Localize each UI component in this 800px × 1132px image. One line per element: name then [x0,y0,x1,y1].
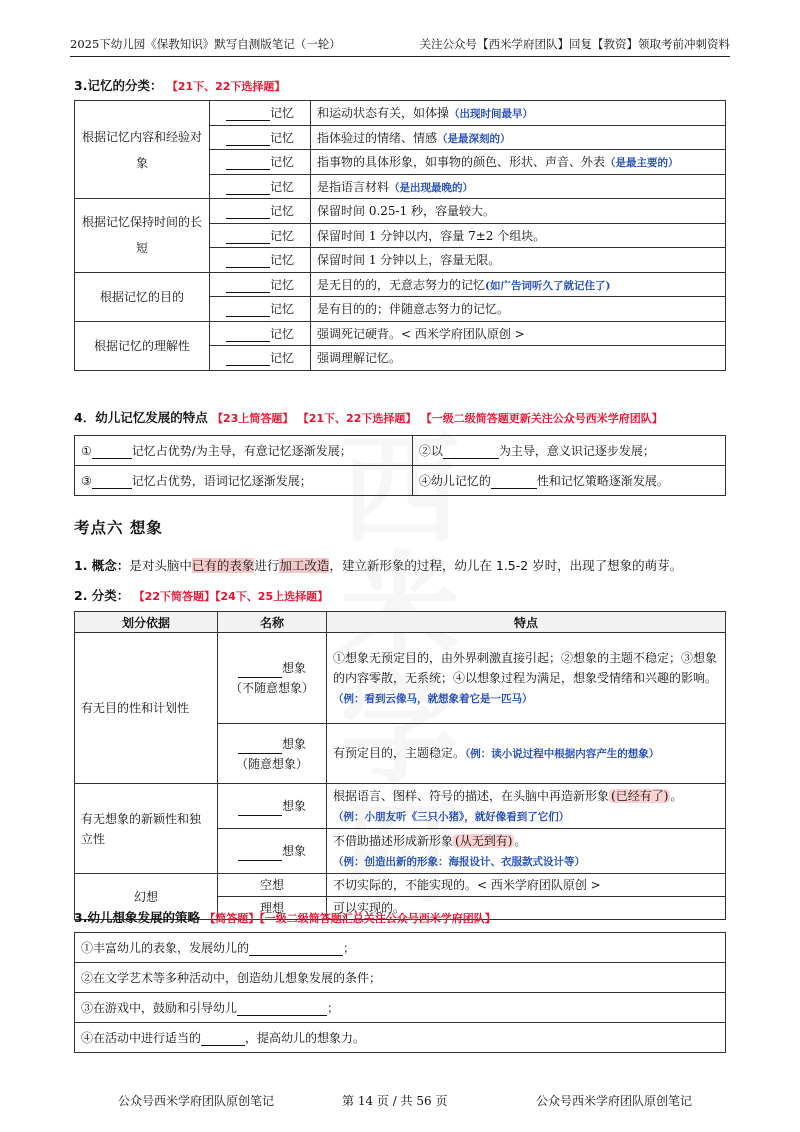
description-cell: 是指语言材料（是出现最晚的） [311,174,726,199]
example-note: （例：看到云像马，就想象着它是一匹马） [333,692,533,705]
fill-blank [226,169,270,170]
imagination-classification-table [74,611,726,920]
feature-cell: 不切实际的，不能实现的。< 西米学府团队原创 > [327,874,726,897]
feature-cell: 可以实现的。 [327,897,726,920]
col-header-features: 特点 [327,612,726,633]
memory-type-cell: 记忆 [210,321,311,346]
feature-cell: 根据语言、图样、符号的描述，在头脑中再造新形象 (已经有了) 。 （例：小朋友听《三只小猪》，就好像看到了它们） [327,784,726,829]
fill-blank [226,341,270,342]
feature-cell-2: ②以 为主导，意义识记逐步发展； [412,436,725,466]
fill-blank [226,120,270,121]
memory-row [75,272,726,297]
description-cell: 指体验过的情绪、情感（是最深刻的） [311,125,726,150]
fill-blank [226,365,270,366]
name-cell: 空想 [218,874,327,897]
exam-tag: 【简答题】 [204,912,260,925]
name-cell: 想象 [218,784,327,829]
description-cell: 指事物的具体形象，如事物的颜色、形状、声音、外表（是最主要的） [311,150,726,175]
fill-blank [226,292,270,293]
memory-type-cell: 记忆 [210,174,311,199]
section-title-text: 2. 分类： [74,588,130,603]
example-note: （例：小朋友听《三只小猪》，就好像看到了它们） [333,810,570,823]
imagination-concept: 1. 概念：是对头脑中已有的表象进行加工改造，建立新形象的过程，幼儿在 1.5-2 岁时，出现了想象的萌芽。 [74,558,683,573]
memory-row [75,321,726,346]
promo-tag: 【一级二级简答题更新关注公众号西米学府团队】 [420,412,663,425]
memory-type-cell: 记忆 [210,297,311,322]
category-cell: 幻想 [75,874,218,920]
description-cell: 保留时间 1 分钟以上，容量无限。 [311,248,726,273]
memory-type-cell: 记忆 [210,223,311,248]
memory-features-table [74,435,726,496]
description-cell: 保留时间 0.25-1 秒，容量较大。 [311,199,726,224]
imagination-strategy-table [74,932,726,1053]
footer-right: 公众号西米学府团队原创笔记 [536,1094,693,1108]
feature-cell-4: ④幼儿记忆的 性和记忆策略逐渐发展。 [412,466,725,496]
concept-label: 1. 概念： [74,558,130,573]
header-right: 关注公众号【西米学府团队】回复【教资】领取考前冲刺资料 [419,37,730,51]
example-note: （例：创造出新的形象：海报设计、衣服款式设计等） [333,855,585,868]
memory-type-cell: 记忆 [210,199,311,224]
exam-tag: 【21下、22下选择题】 [166,80,286,93]
memory-type-cell: 记忆 [210,272,311,297]
fill-blank [226,218,270,219]
category-cell: 根据记忆的目的 [75,272,210,321]
exam-tag: 【22下简答题】 [133,590,215,603]
memory-row [75,101,726,126]
example-note: （例：读小说过程中根据内容产生的想象） [465,748,660,761]
category-cell: 根据记忆保持时间的长短 [75,199,210,273]
section-imagination-strategy-title [74,908,496,926]
note: (如广告词听久了就记住了) [485,279,611,292]
section-title-text: 3.记忆的分类： [74,78,163,93]
name-cell: 想象 （不随意想象） [218,633,327,724]
memory-row [75,199,726,224]
category-cell: 根据记忆内容和经验对象 [75,101,210,199]
highlight-already-exists: (已经有了) [611,788,669,803]
category-cell: 有无想象的新颖性和独立性 [75,784,218,874]
memory-type-cell: 记忆 [210,101,311,126]
name-cell: 理想 [218,897,327,920]
note: （是最主要的） [605,157,679,170]
exam-tag: 【23上简答题】 [212,412,294,425]
note: （是最深刻的） [437,132,511,145]
feature-cell-1: ① 记忆占优势/为主导，有意记忆逐渐发展； [75,436,413,466]
col-header-basis: 划分依据 [75,612,218,633]
strategy-row-4: ④在活动中进行适当的 ，提高幼儿的想象力。 [75,1023,726,1053]
header-left: 2025下幼儿园《保教知识》默写自测版笔记（一轮） [70,37,341,51]
name-cell: 想象 [218,829,327,874]
section-title-text: 4．幼儿记忆发展的特点 [74,410,208,425]
fill-blank [226,243,270,244]
memory-type-cell: 记忆 [210,346,311,371]
name-cell: 想象 （随意想象） [218,724,327,784]
page-header [70,34,730,57]
section-memory-classification-title [74,76,285,94]
strategy-row-1: ①丰富幼儿的表象，发展幼儿的 ； [75,933,726,963]
note: （是出现最晚的） [389,181,474,194]
description-cell: 强调死记硬背。< 西米学府团队原创 > [311,321,726,346]
fill-blank [226,194,270,195]
fill-blank [226,316,270,317]
memory-type-cell: 记忆 [210,248,311,273]
highlight-existing-representation: 已有的表象 [191,558,255,573]
feature-cell: 不借助描述形成新形象 (从无到有) 。 （例：创造出新的形象：海报设计、衣服款式设计等） [327,829,726,874]
description-cell: 是无目的的，无意志努力的记忆(如广告词听久了就记住了) [311,272,726,297]
page-number: 第 14 页 / 共 56 页 [342,1094,448,1108]
category-cell: 根据记忆的理解性 [75,321,210,370]
section-memory-features-title [74,408,663,426]
footer-left: 公众号西米学府团队原创笔记 [118,1094,275,1108]
fill-blank [226,145,270,146]
exam-tag: 【21下、22下选择题】 [297,412,417,425]
memory-type-cell: 记忆 [210,125,311,150]
description-cell: 保留时间 1 分钟以内，容量 7±2 个组块。 [311,223,726,248]
memory-type-cell: 记忆 [210,150,311,175]
highlight-processing: 加工改造 [279,558,330,573]
fill-blank [226,267,270,268]
memory-classification-table [74,100,726,371]
promo-tag: 【一级二级简答题汇总关注公众号西米学府团队】 [259,912,496,925]
highlight-from-nothing: (从无到有) [455,833,513,848]
feature-cell-3: ③ 记忆占优势，语词记忆逐渐发展； [75,466,413,496]
note: （出现时间最早） [449,108,534,121]
exam-tag: 【24下、25上选择题】 [214,590,329,603]
strategy-row-3: ③在游戏中，鼓励和引导幼儿 ； [75,993,726,1023]
feature-cell: 有预定目的，主题稳定。（例：读小说过程中根据内容产生的想象） [327,724,726,784]
section-imagination-classification-title [74,586,328,604]
kaodian-6-title: 考点六 想象 [74,518,163,537]
description-cell: 是有目的的；伴随意志努力的记忆。 [311,297,726,322]
col-header-name: 名称 [218,612,327,633]
strategy-row-2: ②在文学艺术等多种活动中，创造幼儿想象发展的条件； [75,963,726,993]
feature-cell: ①想象无预定目的，由外界刺激直接引起；②想象的主题不稳定；③想象的内容零散，无系统；④以想象过程为满足，想象受情绪和兴趣的影响。（例：看到云像马，就想象着它是一匹马） [327,633,726,724]
section-title-text: 3.幼儿想象发展的策略 [74,910,200,925]
description-cell: 强调理解记忆。 [311,346,726,371]
category-cell: 有无目的性和计划性 [75,633,218,784]
description-cell: 和运动状态有关，如体操（出现时间最早） [311,101,726,126]
